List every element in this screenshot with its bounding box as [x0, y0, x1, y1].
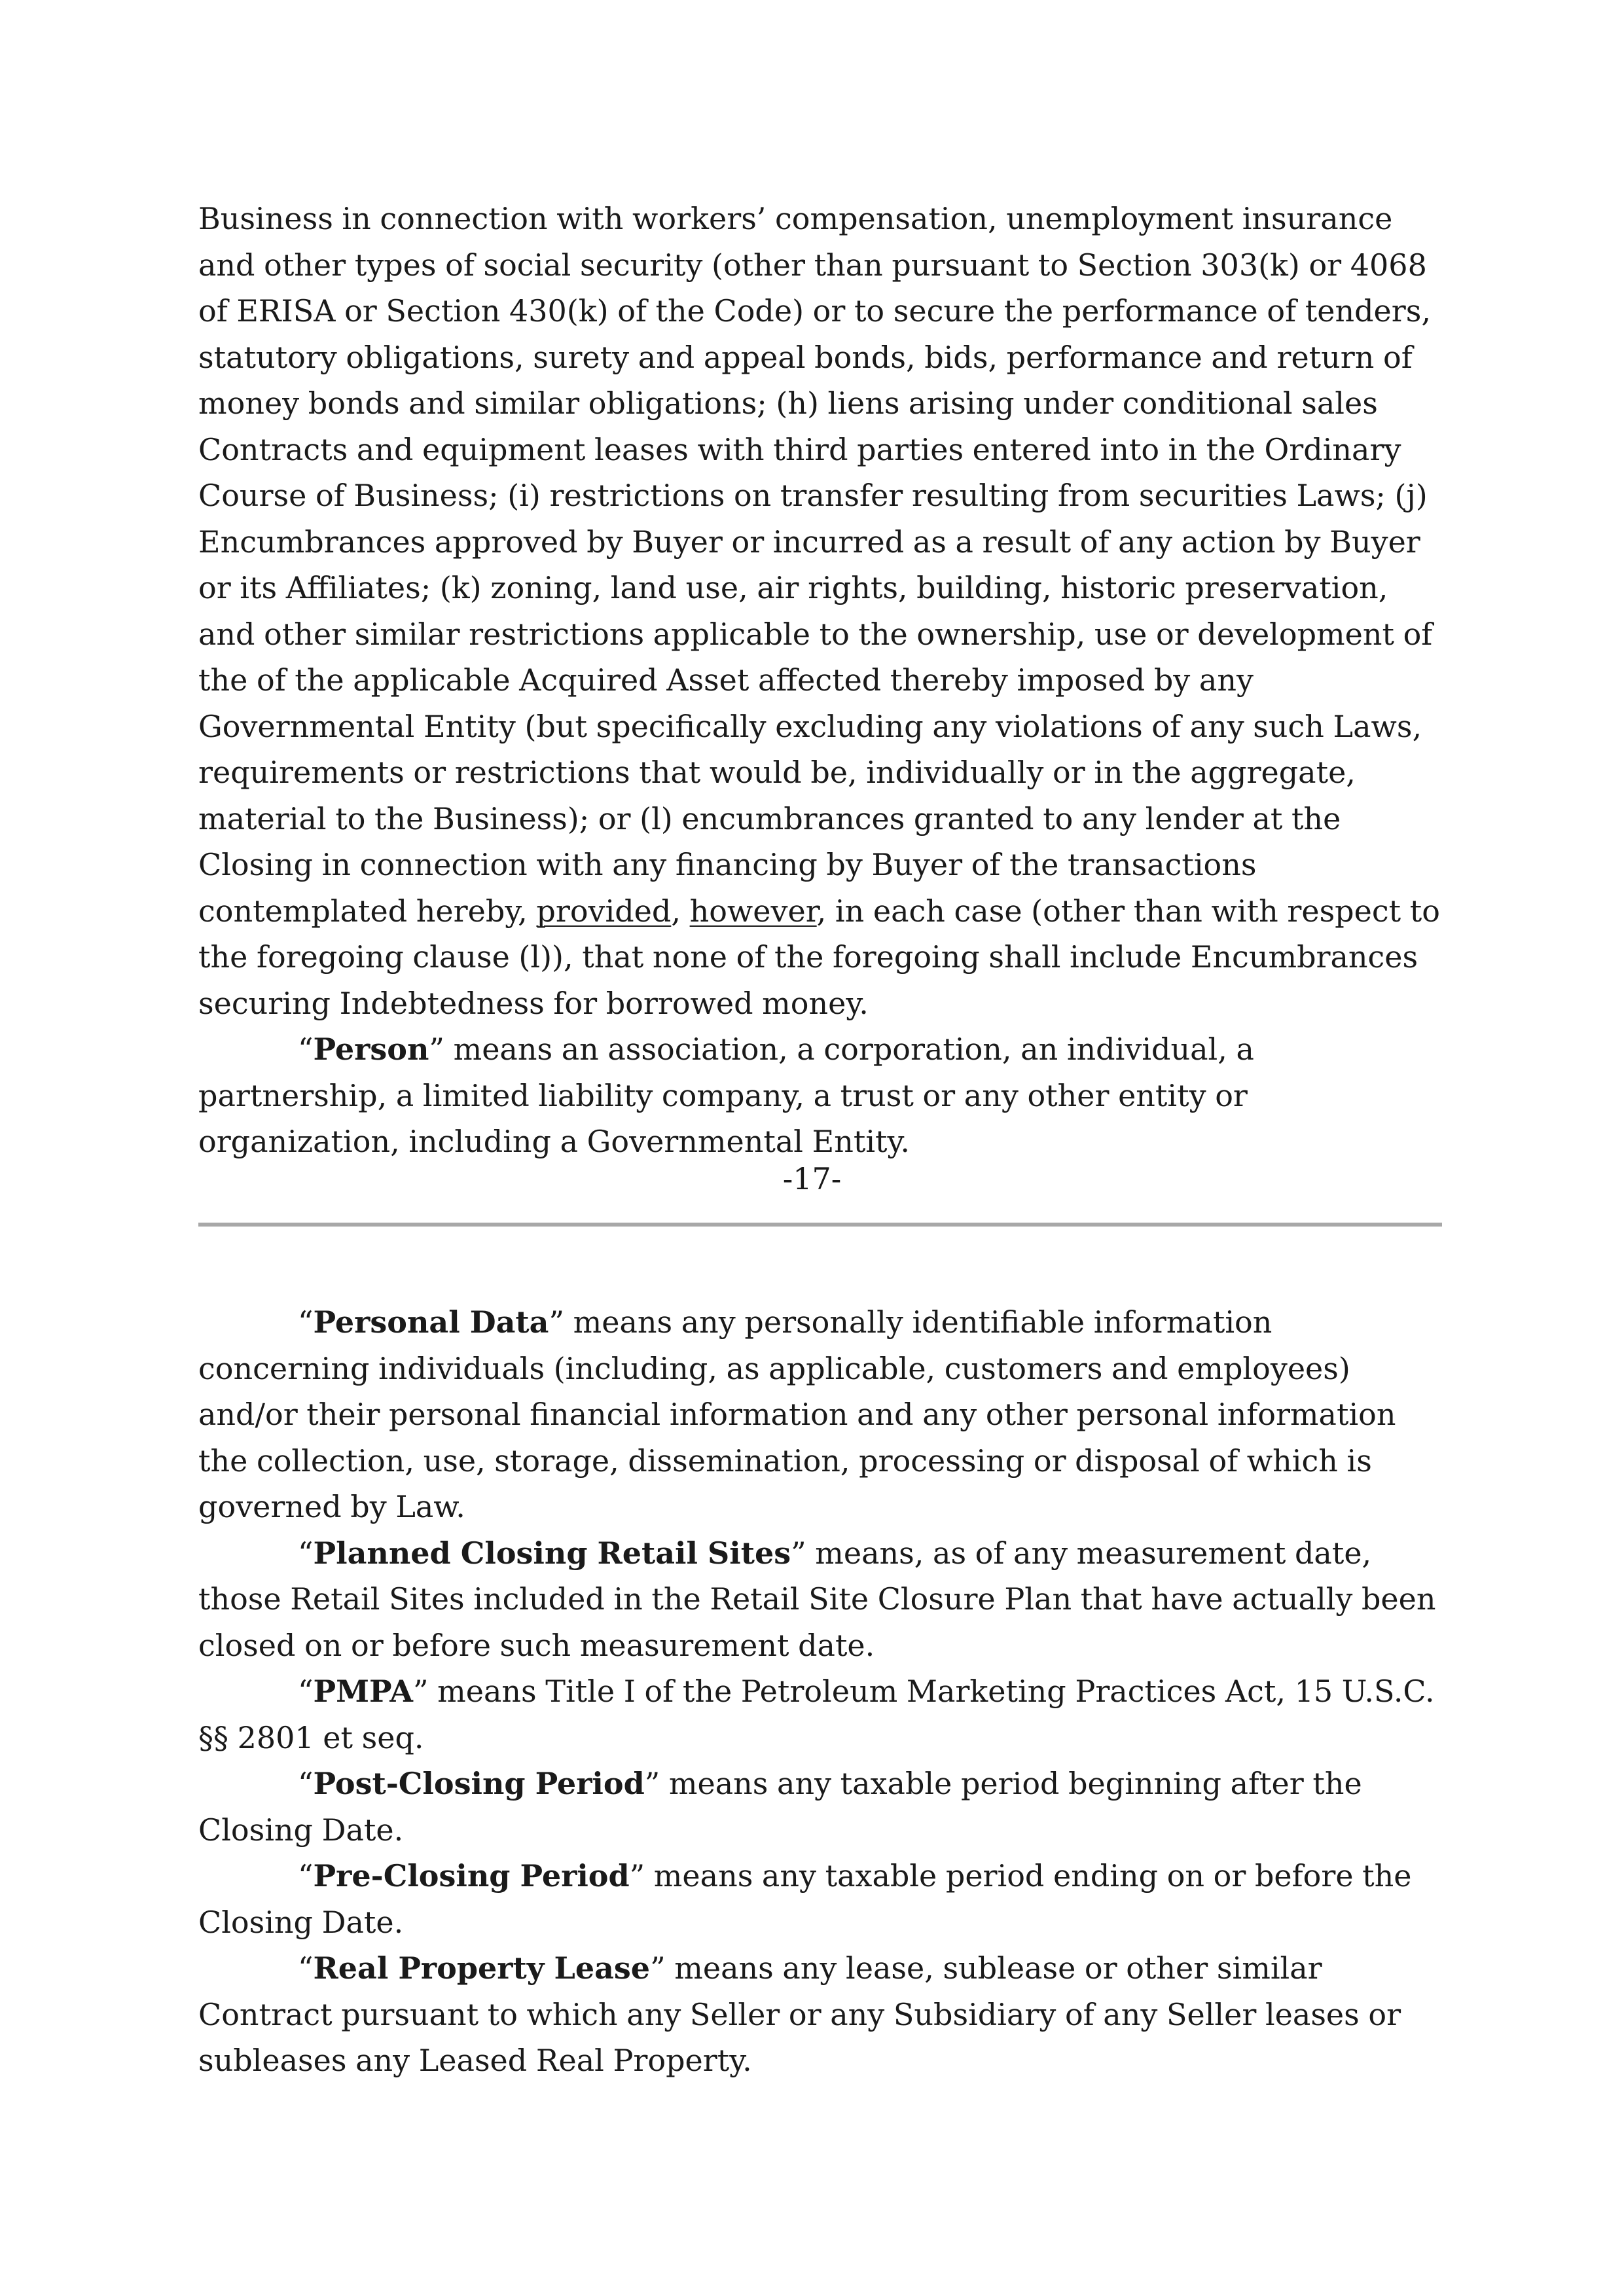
however-underlined: however — [689, 893, 817, 929]
defined-term: PMPA — [313, 1674, 413, 1709]
definition-text: means any lease, sublease or other similar Contract pursuant to which any Seller or any Subsidiary of any Seller leases or subleases any Leased Real Property. — [198, 1950, 1401, 2078]
defined-term: Pre-Closing Period — [313, 1858, 630, 1893]
definition-text: means any taxable period ending on or before the Closing Date. — [198, 1858, 1412, 1940]
close-quote: ” — [429, 1031, 444, 1067]
close-quote: ” — [629, 1858, 645, 1893]
definition-text: means, as of any measurement date, those Retail Sites included in the Retail Site Closure Plan that have actually been closed on or before such measurement date. — [198, 1535, 1436, 1663]
defined-term: Personal Data — [313, 1304, 549, 1340]
provided-underlined: provided — [536, 893, 672, 929]
page-divider — [198, 1223, 1442, 1227]
continuation-text-2: , — [671, 893, 690, 929]
definition-personal-data — [198, 1299, 1442, 1530]
close-quote: ” — [791, 1535, 806, 1571]
continuation-text-1: Business in connection with workers’ compensation, unemployment insurance and other types of social security (other than pursuant to Section 303(k) or 4068 of ERISA or Section 430(k) of the Code) or to secure the performance of tenders, statutory obligations, surety and appeal bonds, bids, performance and return of money bonds and similar obligations; (h) liens arising under conditional sales Contracts and equipment leases with third parties entered into in the Ordinary Course of Business; (i) restrictions on transfer resulting from securities Laws; (j) Encumbrances approved by Buyer or incurred as a result of any action by Buyer or its Affiliates; (k) zoning, land use, air rights, building, historic preservation, and other similar restrictions applicable to the ownership, use or development of the of the applicable Acquired Asset affected thereby imposed by any Governmental Entity (but specifically excluding any violations of any such Laws, requirements or restrictions that would be, individually or in the aggregate, material to the Business); or (l) encumbrances granted to any lender at the Closing in connection with any financing by Buyer of the transactions contemplated hereby, — [198, 201, 1433, 929]
definition-planned-closing-retail-sites — [198, 1530, 1442, 1669]
page-number: -17- — [782, 1161, 842, 1196]
open-quote: “ — [298, 1950, 314, 1986]
definition-text: means any taxable period beginning after the Closing Date. — [198, 1766, 1362, 1848]
document-page-18 — [198, 1299, 1442, 2084]
continuation-paragraph — [198, 196, 1442, 1026]
open-quote: “ — [298, 1674, 314, 1709]
definition-text: means Title I of the Petroleum Marketing Practices Act, 15 U.S.C. §§ 2801 et seq. — [198, 1674, 1435, 1755]
continuation-text-3: , in each case (other than with respect to the foregoing clause (l)), that none of the foregoing shall include Encumbrances securing Indebtedness for borrowed money. — [198, 893, 1440, 1021]
close-quote: ” — [650, 1950, 666, 1986]
definition-text: means any personally identifiable information concerning individuals (including, as applicable, customers and employees) and/or their personal financial information and any other personal information the collection, use, storage, dissemination, processing or disposal of which is governed by Law. — [198, 1304, 1396, 1524]
defined-term: Post-Closing Period — [313, 1766, 645, 1801]
definition-pre-closing-period — [198, 1853, 1442, 1945]
definition-pmpa — [198, 1668, 1442, 1761]
close-quote: ” — [412, 1674, 429, 1709]
open-quote: “ — [298, 1304, 314, 1340]
defined-term: Person — [313, 1031, 429, 1067]
open-quote: “ — [298, 1535, 314, 1571]
definition-post-closing-period — [198, 1761, 1442, 1853]
definition-text: means an association, a corporation, an individual, a partnership, a limited liability company, a trust or any other entity or organization, including a Governmental Entity. — [198, 1031, 1254, 1159]
close-quote: ” — [549, 1304, 564, 1340]
definition-person — [198, 1026, 1442, 1165]
defined-term: Planned Closing Retail Sites — [313, 1535, 791, 1571]
defined-term: Real Property Lease — [313, 1950, 651, 1986]
open-quote: “ — [298, 1031, 314, 1067]
open-quote: “ — [298, 1858, 314, 1893]
open-quote: “ — [298, 1766, 314, 1801]
document-page-17 — [198, 196, 1442, 1165]
close-quote: ” — [644, 1766, 660, 1801]
definition-real-property-lease — [198, 1945, 1442, 2084]
